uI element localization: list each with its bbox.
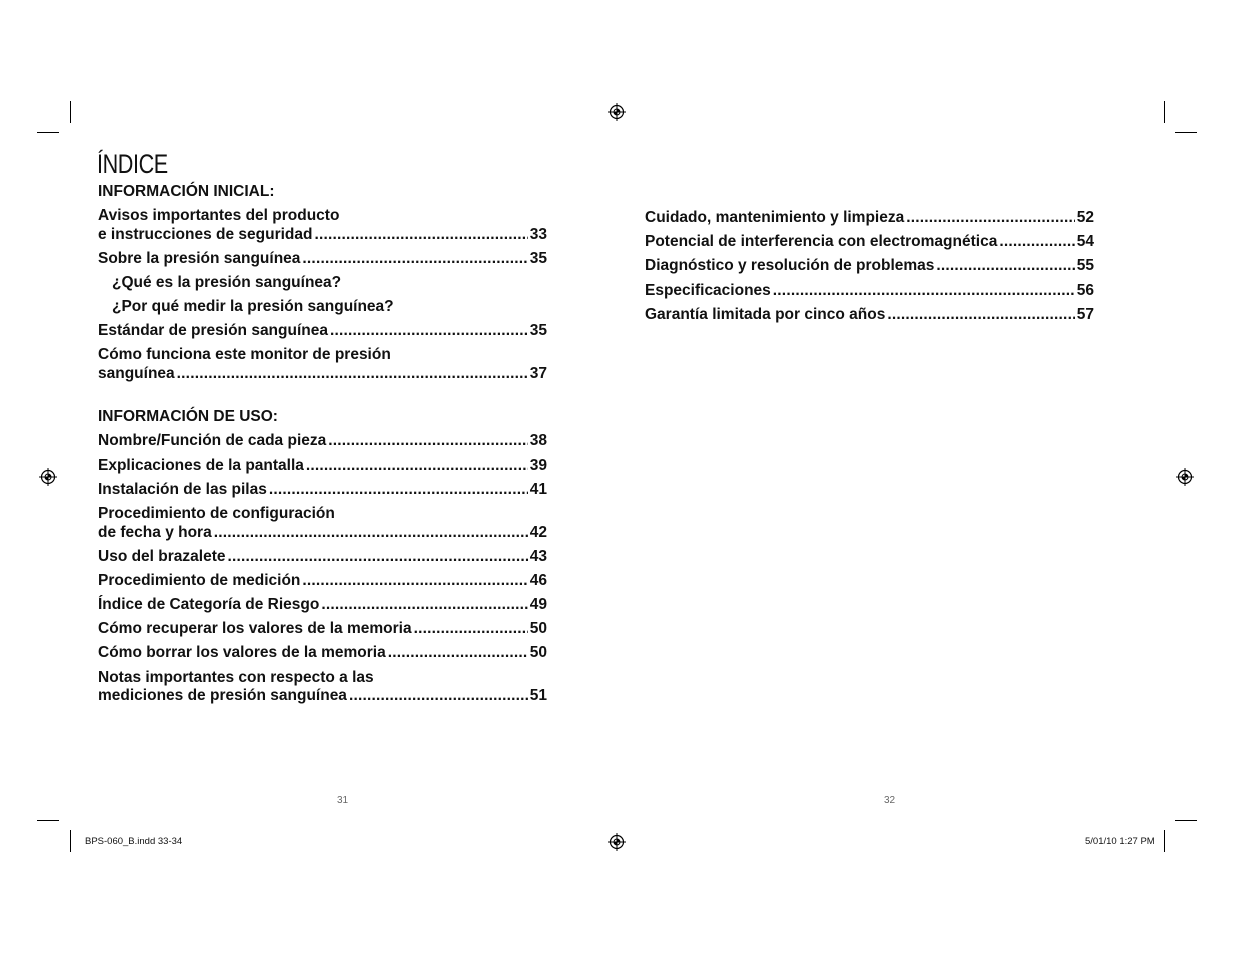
toc-entry[interactable] [98, 432, 547, 451]
toc-entry[interactable] [645, 257, 1094, 276]
toc-page-number: 37 [529, 364, 547, 382]
toc-page-number: 43 [529, 547, 547, 565]
dot-leader [414, 620, 528, 639]
toc-entry[interactable] [98, 669, 547, 706]
crop-mark-bl-horizontal [37, 820, 59, 821]
toc-entry-title: de fecha y hora [98, 523, 212, 541]
toc-entry[interactable] [98, 346, 547, 383]
toc-entry-title: Explicaciones de la pantalla [98, 456, 304, 474]
toc-entry[interactable] [645, 306, 1094, 325]
toc-page-number: 41 [529, 480, 547, 498]
dot-leader [999, 233, 1074, 252]
toc-entry[interactable] [98, 481, 547, 500]
page-number-right: 32 [884, 795, 896, 806]
registration-mark-left-icon [39, 468, 57, 486]
toc-entry[interactable] [98, 505, 547, 542]
section-heading-inicial: INFORMACIÓN INICIAL: [98, 183, 275, 200]
dot-leader [306, 457, 528, 476]
toc-right-column [645, 209, 1094, 330]
toc-entry-title: Uso del brazalete [98, 547, 226, 565]
dot-leader [177, 365, 528, 384]
crop-mark-bl-vertical [70, 830, 71, 852]
crop-mark-br-vertical [1164, 830, 1165, 852]
page-title: ÍNDICE [97, 149, 168, 179]
toc-entry-title: e instrucciones de seguridad [98, 225, 313, 243]
dot-leader [314, 226, 527, 245]
dot-leader [936, 257, 1074, 276]
toc-entry-title: Potencial de interferencia con electromagnética [645, 233, 998, 251]
toc-entry[interactable] [98, 572, 547, 591]
toc-page-number: 51 [529, 687, 547, 705]
toc-page-number: 39 [529, 456, 547, 474]
dot-leader [321, 596, 527, 615]
toc-page-number: 49 [529, 596, 547, 614]
toc-entry-first-line: Notas importantes con respecto a las [98, 668, 374, 686]
toc-entry[interactable] [645, 282, 1094, 301]
toc-entry-title: Diagnóstico y resolución de problemas [645, 257, 935, 275]
dot-leader [330, 322, 528, 341]
toc-page-number: 38 [529, 432, 547, 450]
toc-page-number: 54 [1076, 233, 1094, 251]
dot-leader [388, 644, 528, 663]
toc-page-number: 50 [529, 644, 547, 662]
toc-page-number: 50 [529, 620, 547, 638]
page-number-left: 31 [337, 795, 349, 806]
toc-left-column [98, 182, 547, 711]
toc-page-number: 52 [1076, 209, 1094, 226]
toc-entry-title: Cómo recuperar los valores de la memoria [98, 620, 412, 638]
toc-page-number: 46 [529, 571, 547, 589]
toc-entry-title: mediciones de presión sanguínea [98, 687, 347, 705]
toc-subentry[interactable]: ¿Qué es la presión sanguínea? [112, 273, 342, 291]
toc-page-number: 42 [529, 523, 547, 541]
dot-leader [302, 250, 527, 269]
dot-leader [269, 481, 528, 500]
toc-entry-first-line: Cómo funciona este monitor de presión [98, 346, 391, 364]
toc-entry-title: Especificaciones [645, 281, 771, 299]
toc-entry-first-line: Procedimiento de configuración [98, 505, 335, 522]
toc-entry-title: Estándar de presión sanguínea [98, 322, 328, 340]
crop-mark-tl-horizontal [37, 132, 59, 133]
crop-mark-tr-horizontal [1175, 132, 1197, 133]
toc-entry[interactable] [98, 322, 547, 341]
toc-entry[interactable] [98, 207, 547, 244]
toc-entry-title: Sobre la presión sanguínea [98, 249, 301, 267]
dot-leader [328, 432, 528, 451]
toc-entry[interactable] [645, 233, 1094, 252]
dot-leader [773, 282, 1075, 301]
toc-page-number: 57 [1076, 305, 1094, 323]
toc-entry[interactable] [98, 644, 547, 663]
dot-leader [887, 306, 1074, 325]
toc-entry-title: Nombre/Función de cada pieza [98, 432, 327, 450]
toc-entry[interactable] [98, 620, 547, 639]
dot-leader [302, 572, 527, 591]
registration-mark-top-icon [608, 103, 626, 121]
toc-entry[interactable] [98, 548, 547, 567]
date-slug: 5/01/10 1:27 PM [1085, 836, 1155, 847]
toc-page-number: 35 [529, 249, 547, 267]
toc-page-number: 35 [529, 322, 547, 340]
registration-mark-bottom-icon [608, 833, 626, 851]
dot-leader [228, 548, 528, 567]
dot-leader [214, 524, 528, 543]
registration-mark-right-icon [1176, 468, 1194, 486]
toc-entry-first-line: Avisos importantes del producto [98, 207, 340, 224]
toc-entry[interactable] [645, 209, 1094, 228]
toc-entry-title: Cómo borrar los valores de la memoria [98, 644, 386, 662]
dot-leader [906, 209, 1075, 228]
toc-entry-title: Garantía limitada por cinco años [645, 305, 886, 323]
file-slug: BPS-060_B.indd 33-34 [85, 836, 183, 847]
toc-entry-title: Procedimiento de medición [98, 571, 301, 589]
toc-page-number: 33 [529, 225, 547, 243]
crop-mark-tr-vertical [1164, 101, 1165, 123]
toc-entry[interactable] [98, 250, 547, 269]
crop-mark-tl-vertical [70, 101, 71, 123]
toc-entry[interactable] [98, 457, 547, 476]
toc-entry[interactable] [98, 596, 547, 615]
section-heading-uso: INFORMACIÓN DE USO: [98, 408, 278, 426]
toc-page-number: 56 [1076, 281, 1094, 299]
toc-entry-title: Cuidado, mantenimiento y limpieza [645, 209, 905, 226]
dot-leader [349, 687, 528, 706]
toc-entry-title: Índice de Categoría de Riesgo [98, 596, 320, 614]
toc-entry-title: sanguínea [98, 364, 175, 382]
toc-page-number: 55 [1076, 257, 1094, 275]
crop-mark-br-horizontal [1175, 820, 1197, 821]
toc-subentry[interactable]: ¿Por qué medir la presión sanguínea? [112, 298, 394, 316]
toc-entry-title: Instalación de las pilas [98, 480, 267, 498]
